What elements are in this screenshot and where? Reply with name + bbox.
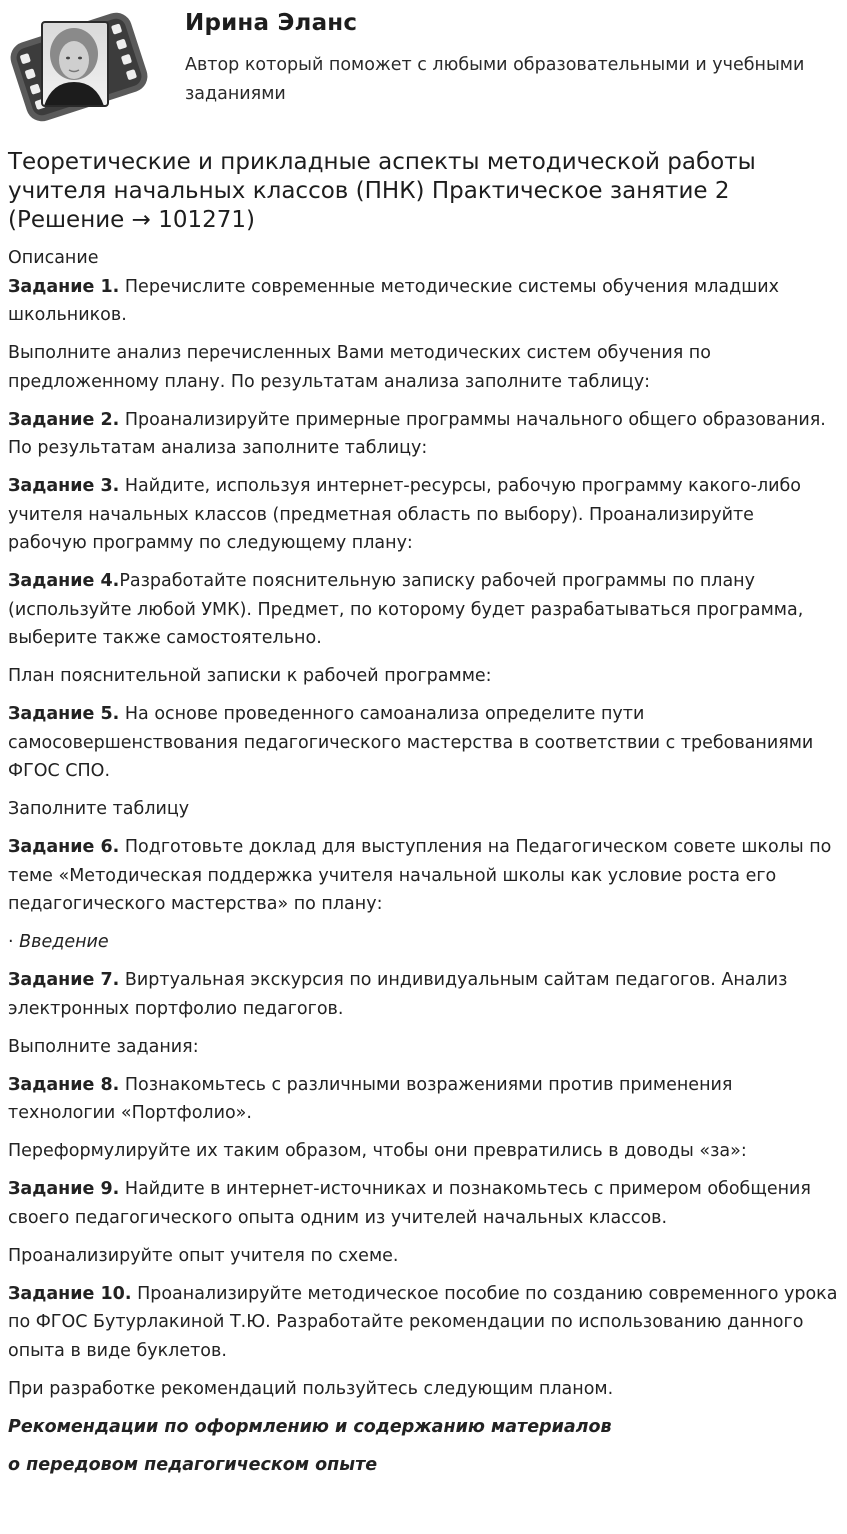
- author-description: Автор который поможет с любыми образовательными и учебными заданиями: [185, 55, 805, 104]
- task-7: [8, 966, 838, 1023]
- task-1: [8, 273, 838, 330]
- task-text: Познакомьтесь с различными возражениями против применения технологии «Портфолио».: [8, 1074, 733, 1123]
- document-title: Теоретические и прикладные аспекты методической работы учителя начальных классов (ПНК) Практическое занятие 2 (Решение → 101271): [8, 149, 756, 233]
- section-heading: о передовом педагогическом опыте: [8, 1454, 378, 1475]
- task-5: [8, 700, 838, 786]
- task-text: Найдите в интернет-источниках и познакомьтесь с примером обобщения своего педагогического опыта одним из учителей начальных классов.: [8, 1179, 811, 1228]
- task-3: [8, 472, 838, 558]
- task-10: [8, 1280, 838, 1366]
- task-8: [8, 1071, 838, 1128]
- author-avatar[interactable]: [8, 8, 150, 126]
- paragraph: Выполните задания:: [8, 1036, 199, 1057]
- task-label: Задание 7.: [8, 970, 120, 990]
- section-heading: Рекомендации по оформлению и содержанию материалов: [8, 1416, 612, 1437]
- paragraph: План пояснительной записки к рабочей программе:: [8, 666, 492, 686]
- task-6: [8, 833, 838, 919]
- author-name[interactable]: Ирина Эланс: [185, 10, 358, 36]
- paragraph: Проанализируйте опыт учителя по схеме.: [8, 1245, 399, 1266]
- description-label: Описание: [8, 248, 99, 268]
- task-text: На основе проведенного самоанализа определите пути самосовершенствования педагогического мастерства в соответствии с требованиями ФГОС СПО.: [8, 704, 814, 781]
- paragraph: Заполните таблицу: [8, 799, 190, 819]
- paragraph: При разработке рекомендаций пользуйтесь следующим планом.: [8, 1378, 614, 1399]
- task-9: [8, 1175, 838, 1232]
- bullet-text: Введение: [19, 932, 109, 952]
- film-reel-avatar-icon: [8, 8, 150, 126]
- task-label: Задание 1.: [8, 276, 120, 297]
- document-body: [8, 244, 838, 1489]
- bullet-icon: ·: [8, 932, 20, 952]
- task-label: Задание 10.: [8, 1283, 132, 1304]
- task-4: [8, 567, 838, 653]
- task-text: Найдите, используя интернет-ресурсы, рабочую программу какого-либо учителя начальных классов (предметная область по выбору). Проанализируйте рабочую программу по следующему плану:: [8, 476, 801, 553]
- paragraph: Выполните анализ перечисленных Вами методических систем обучения по предложенному плану. По результатам анализа заполните таблицу:: [8, 343, 711, 392]
- task-label: Задание 3.: [8, 476, 120, 496]
- author-card: [0, 0, 847, 135]
- task-text: Проанализируйте примерные программы начального общего образования. По результатам анализа заполните таблицу:: [8, 409, 826, 458]
- task-text: Подготовьте доклад для выступления на Педагогическом совете школы по теме «Методическая поддержка учителя начальной школы как условие роста его педагогического мастерства» по плану:: [8, 837, 832, 914]
- task-2: [8, 406, 838, 463]
- task-text: Проанализируйте методическое пособие по созданию современного урока по ФГОС Бутурлакиной Т.Ю. Разработайте рекомендации по использованию данного опыта в виде буклетов.: [8, 1283, 838, 1361]
- task-label: Задание 9.: [8, 1179, 120, 1199]
- task-text: Виртуальная экскурсия по индивидуальным сайтам педагогов. Анализ электронных портфолио педагогов.: [8, 970, 788, 1019]
- task-label: Задание 2.: [8, 409, 120, 430]
- task-label: Задание 5.: [8, 704, 120, 724]
- task-label: Задание 6.: [8, 837, 120, 857]
- task-label: Задание 8.: [8, 1074, 120, 1095]
- task-label: Задание 4.: [8, 571, 120, 591]
- task-text: Разработайте пояснительную записку рабочей программы по плану (используйте любой УМК). Предмет, по которому будет разрабатываться программа, выберите также самостоятельно.: [8, 571, 804, 648]
- task-text: Перечислите современные методические системы обучения младших школьников.: [8, 276, 779, 325]
- paragraph: Переформулируйте их таким образом, чтобы они превратились в доводы «за»:: [8, 1141, 747, 1161]
- bullet-item: [8, 928, 838, 957]
